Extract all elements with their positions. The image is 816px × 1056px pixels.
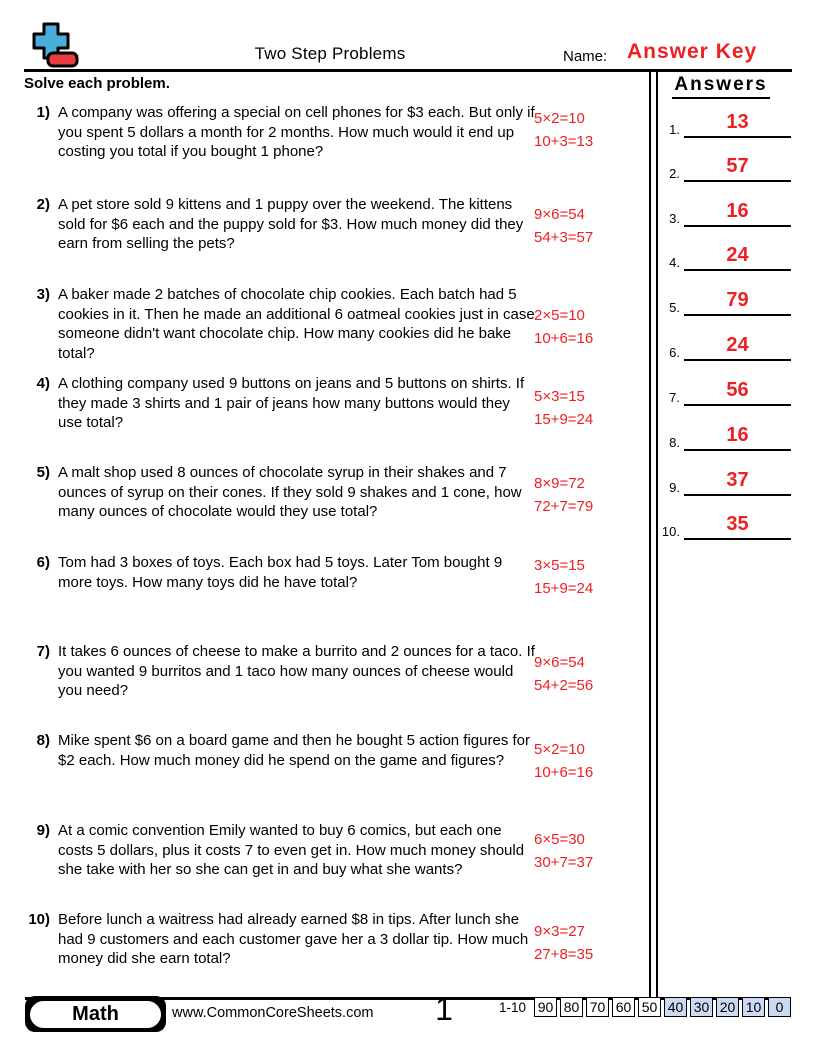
answer-blank-line <box>684 359 791 361</box>
work-line-2: 15+9=24 <box>534 580 594 597</box>
problem-work <box>534 828 646 874</box>
answer-value: 13 <box>726 111 749 133</box>
answer-value: 16 <box>726 424 749 446</box>
work-line-1: 5×2=10 <box>534 741 585 758</box>
answer-number: 4. <box>669 255 680 270</box>
work-line-1: 6×5=30 <box>534 831 585 848</box>
answer-row <box>650 197 792 227</box>
grade-cell: 50 <box>638 997 661 1017</box>
answer-row <box>650 421 792 451</box>
answer-row <box>650 108 792 138</box>
answer-value: 79 <box>726 289 749 311</box>
subject-badge-label: Math <box>30 1001 161 1028</box>
problem-text: At a comic convention Emily wanted to buy 6 comics, but each one costs 5 dollars, plus it costs 7 to even get in. How much money should she take with her so she can get in and buy what she wants? <box>58 822 525 878</box>
grading-area <box>499 997 791 1017</box>
answer-blank-line <box>684 449 791 451</box>
answer-blank-line <box>684 269 791 271</box>
problem-number: 3) <box>36 286 50 303</box>
answers-panel <box>650 70 792 997</box>
answer-number: 9. <box>669 480 680 495</box>
answer-row <box>650 510 792 540</box>
page-title: Two Step Problems <box>254 44 406 63</box>
problem-work <box>534 304 646 350</box>
answer-row <box>650 152 792 182</box>
answer-blank-line <box>684 180 791 182</box>
problem-number: 2) <box>36 196 50 213</box>
answer-value: 35 <box>726 513 749 535</box>
answer-row <box>650 241 792 271</box>
answers-title: Answers <box>672 74 769 99</box>
work-line-2: 54+3=57 <box>534 229 594 246</box>
page-number: 1 <box>435 991 453 1027</box>
work-line-1: 3×5=15 <box>534 557 585 574</box>
grade-cell: 60 <box>612 997 635 1017</box>
problem-number: 10) <box>28 911 50 928</box>
name-label: Name: <box>563 48 608 65</box>
answer-number: 1. <box>669 122 680 137</box>
problem-number: 8) <box>36 732 50 749</box>
problem-text: A company was offering a special on cell phones for $3 each. But only if you spent 5 dollars a month for 2 months. How much would it end up costing you total if you bought 1 phone? <box>58 104 535 160</box>
problem-work <box>534 554 646 600</box>
problem-number: 7) <box>36 643 50 660</box>
problem-work <box>534 385 646 431</box>
answer-number: 2. <box>669 166 680 181</box>
problem-number: 5) <box>36 464 50 481</box>
subject-badge <box>25 996 166 1032</box>
problem-text: A baker made 2 batches of chocolate chip cookies. Each batch had 5 cookies in it. Then he made an additional 6 oatmeal cookies just in case someone didn't want chocolate chip. How many cookies did he bake total? <box>58 286 535 362</box>
answer-value: 57 <box>726 155 749 177</box>
answer-value: 16 <box>726 200 749 222</box>
answer-number: 3. <box>669 211 680 226</box>
grade-cell: 70 <box>586 997 609 1017</box>
work-line-2: 72+7=79 <box>534 498 594 515</box>
problem-text: It takes 6 ounces of cheese to make a burrito and 2 ounces for a taco. If you wanted 9 burritos and 1 taco how many ounces of cheese would you need? <box>58 643 535 699</box>
answer-blank-line <box>684 494 791 496</box>
work-line-1: 5×3=15 <box>534 388 585 405</box>
answer-blank-line <box>684 404 791 406</box>
problem-text: A clothing company used 9 buttons on jeans and 5 buttons on shirts. If they made 3 shirts and 1 pair of jeans how many buttons would they use total? <box>58 375 525 431</box>
answer-number: 10. <box>661 524 680 539</box>
answer-value: 24 <box>726 334 749 356</box>
grade-cell: 20 <box>716 997 739 1017</box>
answer-value: 24 <box>726 244 749 266</box>
grade-cell: 90 <box>534 997 557 1017</box>
work-line-2: 54+2=56 <box>534 677 594 694</box>
work-line-2: 10+6=16 <box>534 764 594 781</box>
problem-number: 6) <box>36 554 50 571</box>
work-line-1: 2×5=10 <box>534 307 585 324</box>
name-value-answer-key: Answer Key <box>627 40 758 63</box>
work-line-1: 9×6=54 <box>534 206 585 223</box>
grade-cell: 0 <box>768 997 791 1017</box>
work-line-2: 15+9=24 <box>534 411 594 428</box>
problem-range-label: 1-10 <box>498 1000 526 1015</box>
answer-row <box>650 286 792 316</box>
instructions-text: Solve each problem. <box>24 75 170 92</box>
work-line-2: 10+3=13 <box>534 133 594 150</box>
problem-work <box>534 738 646 784</box>
answer-row <box>650 331 792 361</box>
work-line-1: 5×2=10 <box>534 110 585 127</box>
work-line-1: 8×9=72 <box>534 475 585 492</box>
problem-work <box>534 203 646 249</box>
grade-cell: 40 <box>664 997 687 1017</box>
work-line-1: 9×3=27 <box>534 923 585 940</box>
answer-row <box>650 376 792 406</box>
answer-blank-line <box>684 225 791 227</box>
problem-number: 1) <box>36 104 50 121</box>
grade-cell: 80 <box>560 997 583 1017</box>
answer-value: 37 <box>726 469 749 491</box>
problem-work <box>534 920 646 966</box>
work-line-2: 30+7=37 <box>534 854 594 871</box>
answer-number: 5. <box>669 300 680 315</box>
problem-work <box>534 107 646 153</box>
answer-number: 6. <box>669 345 680 360</box>
work-line-2: 27+8=35 <box>534 946 594 963</box>
problem-text: Mike spent $6 on a board game and then he bought 5 action figures for $2 each. How much money did he spend on the game and figures? <box>58 732 530 769</box>
grade-cell: 30 <box>690 997 713 1017</box>
problem-text: A pet store sold 9 kittens and 1 puppy over the weekend. The kittens sold for $6 each and the puppy sold for $3. How much money did they earn from selling the pets? <box>58 196 524 252</box>
grade-cell: 10 <box>742 997 765 1017</box>
problem-text: A malt shop used 8 ounces of chocolate syrup in their shakes and 7 ounces of syrup on their cones. If they sold 9 shakes and 1 cone, how many ounces of chocolate would they use total? <box>58 464 522 520</box>
website-url: www.CommonCoreSheets.com <box>172 1005 374 1021</box>
answer-number: 7. <box>669 390 680 405</box>
answer-blank-line <box>684 314 791 316</box>
answer-number: 8. <box>669 435 680 450</box>
answer-value: 56 <box>726 379 749 401</box>
answer-row <box>650 466 792 496</box>
answer-blank-line <box>684 538 791 540</box>
problem-text: Before lunch a waitress had already earned $8 in tips. After lunch she had 9 customers and each customer gave her a 3 dollar tip. How much money did she earn total? <box>58 911 529 967</box>
work-line-1: 9×6=54 <box>534 654 585 671</box>
problem-number: 4) <box>36 375 50 392</box>
grading-table <box>534 997 791 1017</box>
problem-work <box>534 651 646 697</box>
answer-blank-line <box>684 136 791 138</box>
problem-number: 9) <box>36 822 50 839</box>
problem-text: Tom had 3 boxes of toys. Each box had 5 toys. Later Tom bought 9 more toys. How many toys did he have total? <box>58 554 503 591</box>
problem-work <box>534 472 646 518</box>
work-line-2: 10+6=16 <box>534 330 594 347</box>
